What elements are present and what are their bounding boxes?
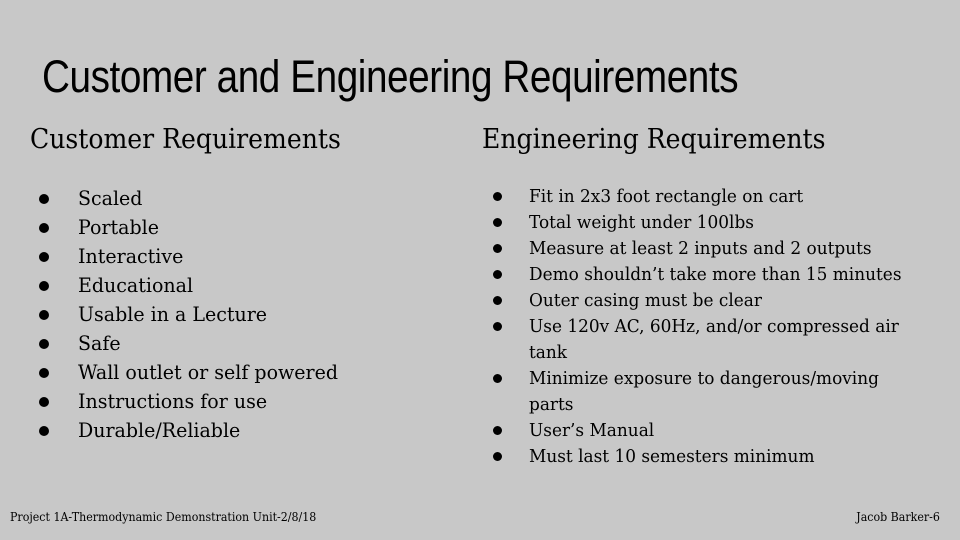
list-item — [34, 242, 434, 271]
bullet-icon — [493, 244, 502, 253]
list-item-text: Durable/Reliable — [78, 418, 241, 442]
list-item — [487, 210, 937, 236]
list-item — [487, 314, 937, 366]
list-item — [487, 288, 937, 314]
bullet-icon — [39, 426, 49, 436]
bullet-icon — [39, 397, 49, 407]
list-item-text: Wall outlet or self powered — [78, 360, 339, 384]
list-item — [34, 329, 434, 358]
bullet-icon — [39, 310, 49, 320]
bullet-icon — [39, 368, 49, 378]
bullet-icon — [493, 296, 502, 305]
customer-requirements-heading: Customer Requirements — [30, 124, 341, 155]
bullet-icon — [493, 270, 502, 279]
list-item — [34, 184, 434, 213]
footer-project-info: Project 1A-Thermodynamic Demonstration Unit-2/8/18 — [10, 510, 317, 524]
list-item-text: Measure at least 2 inputs and 2 outputs — [529, 238, 872, 259]
list-item-text: Interactive — [78, 244, 184, 268]
list-item — [487, 262, 937, 288]
engineering-requirements-list — [487, 184, 937, 470]
list-item — [34, 358, 434, 387]
list-item — [34, 213, 434, 242]
list-item-text: Safe — [78, 331, 121, 355]
list-item-text: Portable — [78, 215, 159, 239]
list-item-text: Outer casing must be clear — [529, 290, 762, 311]
list-item-text: Must last 10 semesters minimum — [529, 446, 815, 467]
bullet-icon — [493, 426, 502, 435]
list-item — [487, 236, 937, 262]
bullet-icon — [39, 223, 49, 233]
list-item — [487, 444, 937, 470]
list-item-text: Instructions for use — [78, 389, 268, 413]
engineering-requirements-heading: Engineering Requirements — [482, 124, 826, 155]
list-item-text: Usable in a Lecture — [78, 302, 268, 326]
bullet-icon — [493, 452, 502, 461]
list-item — [34, 387, 434, 416]
list-item-text: Minimize exposure to dangerous/moving parts — [529, 368, 879, 415]
list-item — [34, 300, 434, 329]
bullet-icon — [39, 339, 49, 349]
list-item-text: Total weight under 100lbs — [529, 212, 754, 233]
list-item — [487, 418, 937, 444]
bullet-icon — [493, 192, 502, 201]
list-item-text: Fit in 2x3 foot rectangle on cart — [529, 186, 804, 207]
bullet-icon — [493, 218, 502, 227]
customer-requirements-list — [34, 184, 434, 445]
list-item — [34, 416, 434, 445]
bullet-icon — [493, 374, 502, 383]
bullet-icon — [493, 322, 502, 331]
list-item — [487, 184, 937, 210]
bullet-icon — [39, 252, 49, 262]
footer-author-page: Jacob Barker-6 — [856, 510, 940, 524]
list-item-text: Educational — [78, 273, 194, 297]
list-item-text: Demo shouldn’t take more than 15 minutes — [529, 264, 902, 285]
list-item — [487, 366, 937, 418]
list-item-text: Scaled — [78, 186, 143, 210]
list-item — [34, 271, 434, 300]
bullet-icon — [39, 194, 49, 204]
bullet-icon — [39, 281, 49, 291]
slide-title: Customer and Engineering Requirements — [42, 51, 739, 102]
list-item-text: Use 120v AC, 60Hz, and/or compressed air tank — [529, 316, 899, 363]
list-item-text: User’s Manual — [529, 420, 655, 441]
